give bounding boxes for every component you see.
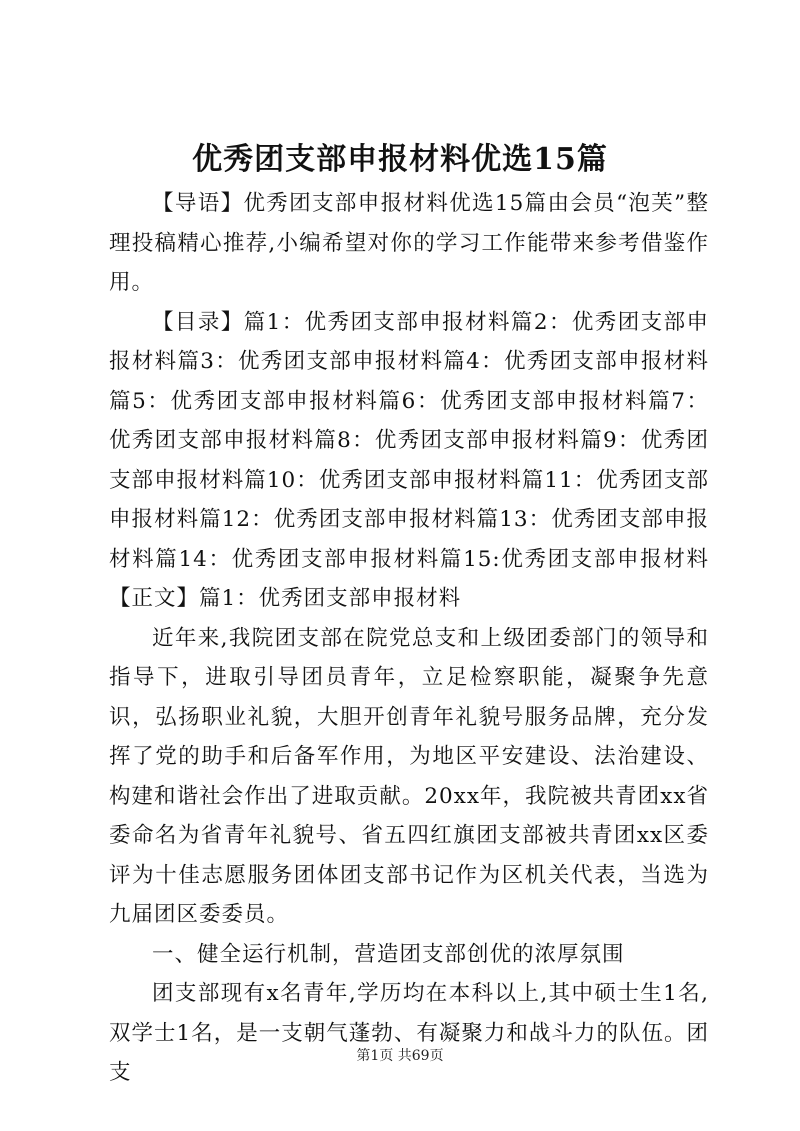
body-paragraph: 近年来,我院团支部在院党总支和上级团委部门的领导和指导下，进取引导团员青年，立足检察职能，凝聚争先意识，弘扬职业礼貌，大胆开创青年礼貌号服务品牌，充分发挥了党的助手和后备军作用，为地区平安建设、法治建设、构建和谐社会作出了进取贡献。20xx年，我院被共青团xx省委命名为省青年礼貌号、省五四红旗团支部被共青团xx区委评为十佳志愿服务团体团支部书记作为区机关代表，当选为九届团区委委员。 [109, 625, 709, 927]
document-title: 优秀团支部申报材料优选15篇 [192, 142, 608, 177]
section-heading: 一、健全运行机制，营造团支部创优的浓厚氛围 [152, 941, 625, 967]
document-body [109, 184, 709, 1093]
toc-paragraph: 【目录】篇1：优秀团支部申报材料篇2：优秀团支部申报材料篇3：优秀团支部申报材料篇4：优秀团支部申报材料篇5：优秀团支部申报材料篇6：优秀团支部申报材料篇7：优秀团支部申报材料篇8：优秀团支部申报材料篇9：优秀团支部申报材料篇10：优秀团支部申报材料篇11：优秀团支部申报材料篇12：优秀团支部申报材料篇13：优秀团支部申报材料篇14：优秀团支部申报材料篇15:优秀团支部申报材料【正文】篇1：优秀团支部申报材料 [109, 309, 709, 611]
intro-paragraph: 【导语】优秀团支部申报材料优选15篇由会员“泡芙”整理投稿精心推荐,小编希望对你的学习工作能带来参考借鉴作用。 [109, 191, 709, 295]
page-footer: 第1页 共69页 [356, 1048, 444, 1064]
body-paragraph: 团支部现有x名青年,学历均在本科以上,其中硕士生1名,双学士1名，是一支朝气蓬勃、有凝聚力和战斗力的队伍。团支 [109, 981, 709, 1085]
